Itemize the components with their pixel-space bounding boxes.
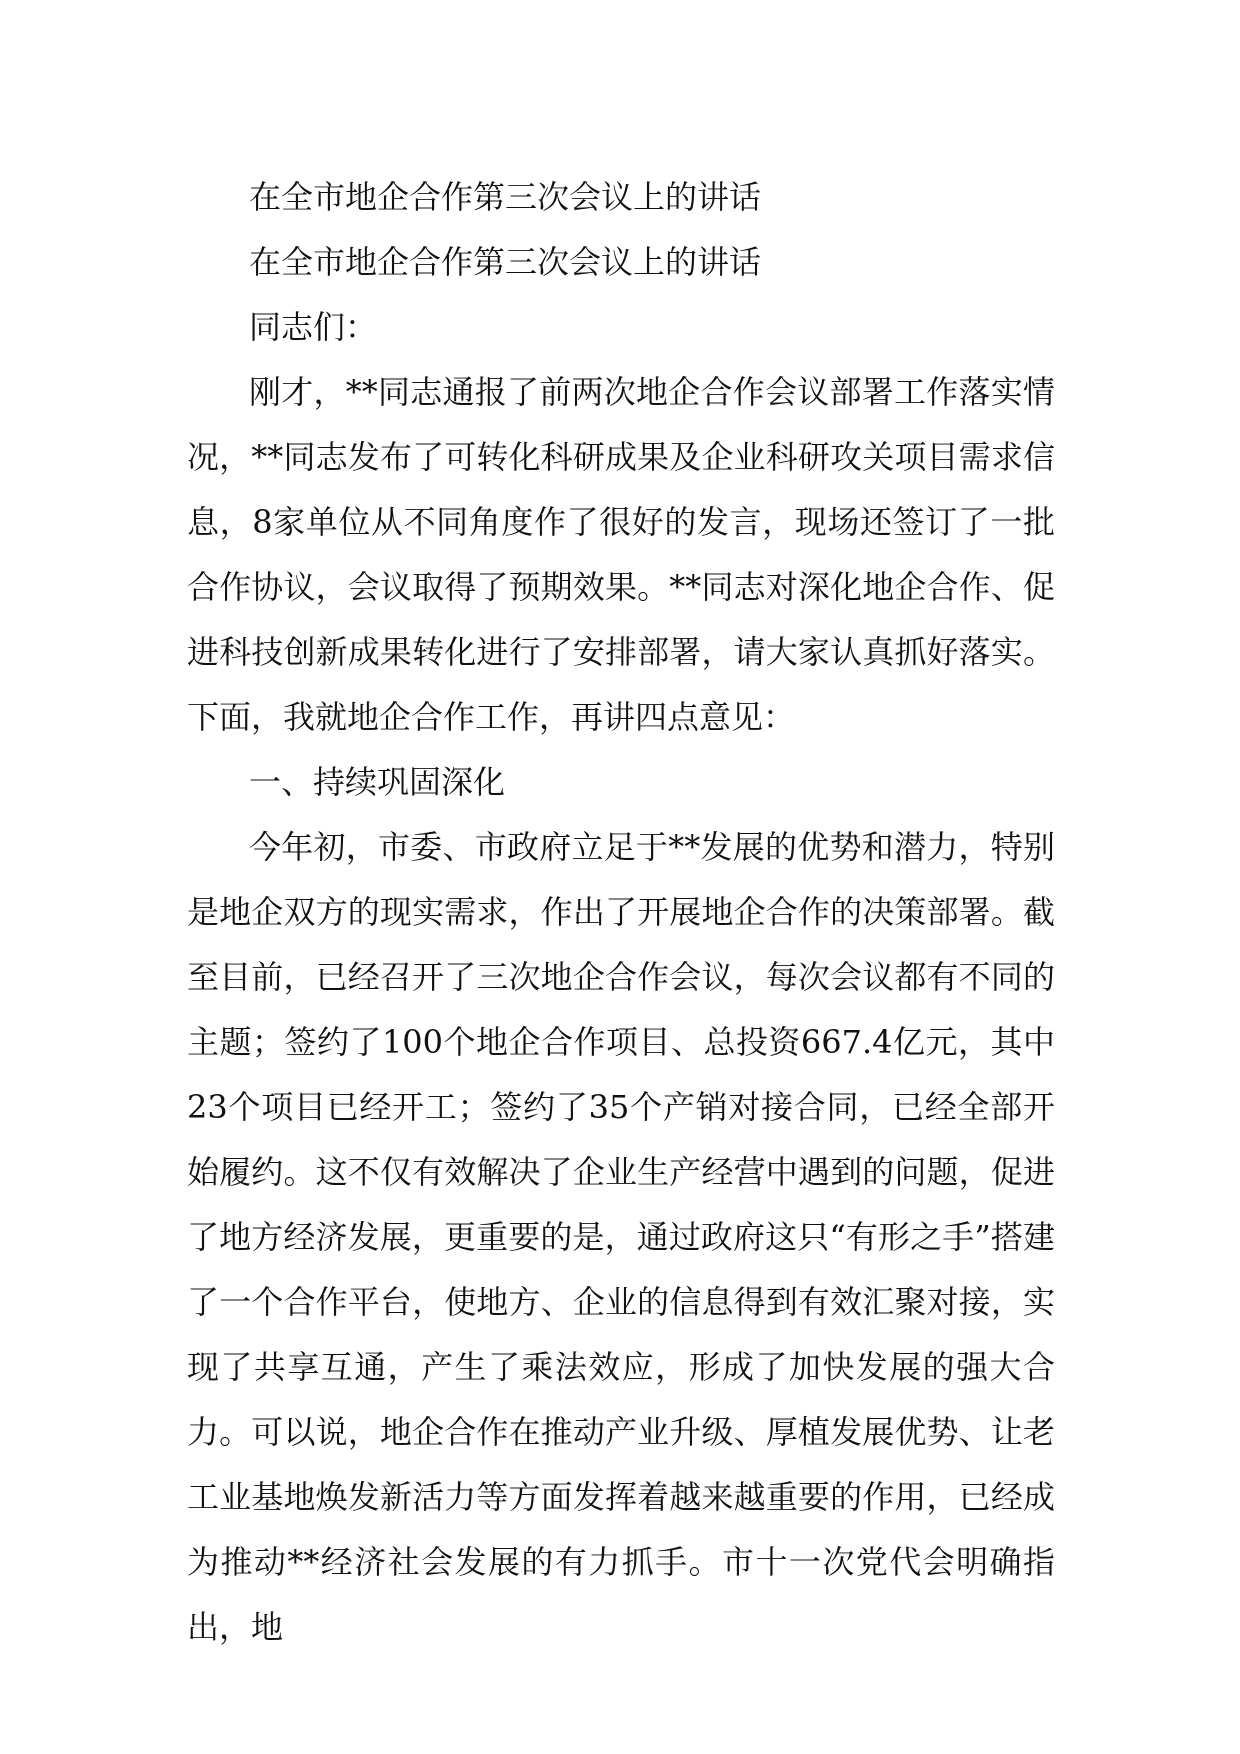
document-title-repeat: 在全市地企合作第三次会议上的讲话 [249, 243, 762, 281]
document-body [187, 165, 1055, 1660]
body-paragraph: 刚才，**同志通报了前两次地企合作会议部署工作落实情况，**同志发布了可转化科研成果及企业科研攻关项目需求信息，8家单位从不同角度作了很好的发言，现场还签订了一批合作协议，会议取得了预期效果。**同志对深化地企合作、促进科技创新成果转化进行了安排部署，请大家认真抓好落实。下面，我就地企合作工作，再讲四点意见： [187, 373, 1055, 736]
salutation: 同志们： [249, 308, 378, 346]
body-paragraph: 今年初，市委、市政府立足于**发展的优势和潜力，特别是地企双方的现实需求，作出了开展地企合作的决策部署。截至目前，已经召开了三次地企合作会议，每次会议都有不同的主题；签约了100个地企合作项目、总投资667.4亿元，其中23个项目已经开工；签约了35个产销对接合同，已经全部开始履约。这不仅有效解决了企业生产经营中遇到的问题，促进了地方经济发展，更重要的是，通过政府这只“有形之手”搭建了一个合作平台，使地方、企业的信息得到有效汇聚对接，实现了共享互通，产生了乘法效应，形成了加快发展的强大合力。可以说，地企合作在推动产业升级、厚植发展优势、让老工业基地焕发新活力等方面发挥着越来越重要的作用，已经成为推动**经济社会发展的有力抓手。市十一次党代会明确指出，地 [187, 828, 1055, 1646]
section-heading: 一、持续巩固深化 [249, 763, 506, 801]
document-title: 在全市地企合作第三次会议上的讲话 [249, 178, 762, 216]
